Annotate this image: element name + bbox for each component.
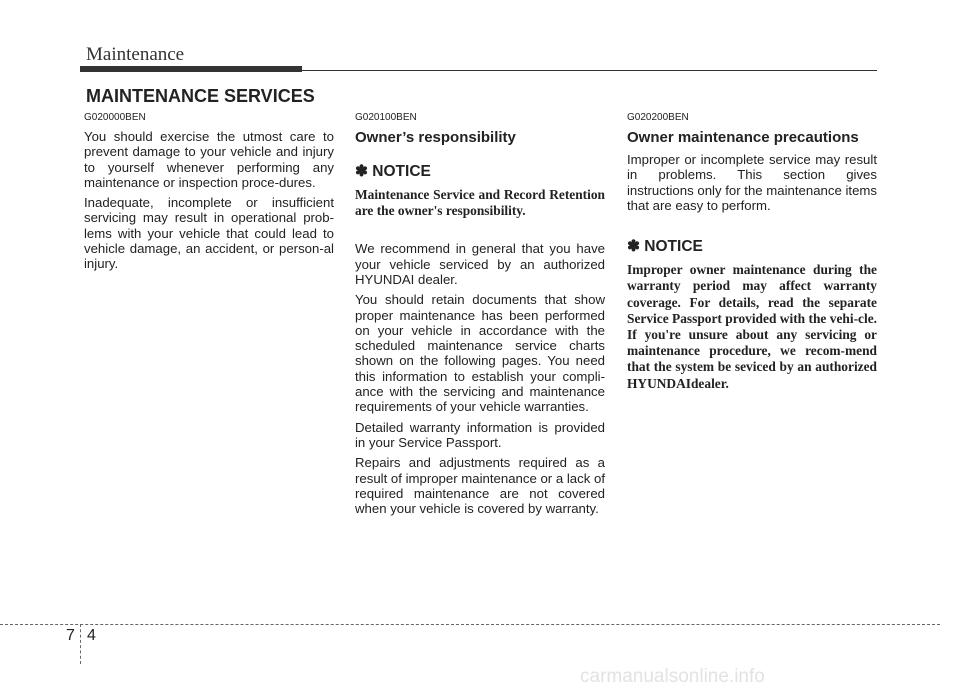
notice-body: Improper owner maintenance during the warranty period may affect warranty coverage. For details, read the separate Service Passport provided with the vehi-cle. If you're unsure about any servicing or maintenance procedure, we recom-mend that the system be seviced by an authorized HYUNDAIdealer. bbox=[627, 262, 877, 391]
notice-title: ✽ NOTICE bbox=[355, 163, 431, 180]
footer-rule bbox=[0, 624, 940, 625]
section-code: G020100BEN bbox=[355, 112, 417, 123]
section-title: MAINTENANCE SERVICES bbox=[86, 86, 315, 106]
page-header-title: Maintenance bbox=[86, 44, 185, 65]
notice-block bbox=[627, 237, 877, 392]
column-2 bbox=[355, 112, 605, 521]
footer-divider bbox=[80, 624, 81, 664]
header-bar-thick bbox=[80, 66, 302, 72]
notice-body: Maintenance Service and Record Retention are the owner's responsibility. bbox=[355, 187, 605, 219]
column-3 bbox=[627, 112, 877, 414]
paragraph: Improper or incomplete service may result in problems. This section gives instructions only for the maintenance items that are easy to perform. bbox=[627, 152, 877, 213]
section-code: G020200BEN bbox=[627, 112, 689, 123]
paragraph: You should retain documents that show proper maintenance has been performed on your vehicle in accordance with the scheduled maintenance service charts shown on the following pages. You need this information to establish your compli-ance with the servicing and maintenance requirements of your vehicle warranties. bbox=[355, 292, 605, 415]
paragraph: You should exercise the utmost care to prevent damage to your vehicle and injury to yourself whenever performing any maintenance or inspection proce-dures. bbox=[84, 129, 334, 190]
paragraph: We recommend in general that you have your vehicle serviced by an authorized HYUNDAI dealer. bbox=[355, 241, 605, 287]
section-code: G020000BEN bbox=[84, 112, 146, 123]
column-1 bbox=[84, 112, 334, 277]
paragraph: Detailed warranty information is provided in your Service Passport. bbox=[355, 419, 605, 450]
paragraph: Repairs and adjustments required as a result of improper maintenance or a lack of required maintenance are not covered when your vehicle is covered by warranty. bbox=[355, 455, 605, 517]
owner-precautions-heading: Owner maintenance precautions bbox=[627, 129, 859, 146]
header-rule bbox=[302, 70, 877, 71]
paragraph: Inadequate, incomplete or insufficient servicing may result in operational prob-lems with your vehicle that could lead to vehicle damage, an accident, or person-al injury. bbox=[84, 195, 334, 272]
chapter-number: 7 bbox=[66, 627, 75, 644]
owner-responsibility-heading: Owner’s responsibility bbox=[355, 129, 516, 146]
notice-title: ✽ NOTICE bbox=[627, 238, 703, 256]
watermark: carmanualsonline.info bbox=[580, 666, 765, 687]
page-number: 4 bbox=[87, 627, 96, 644]
